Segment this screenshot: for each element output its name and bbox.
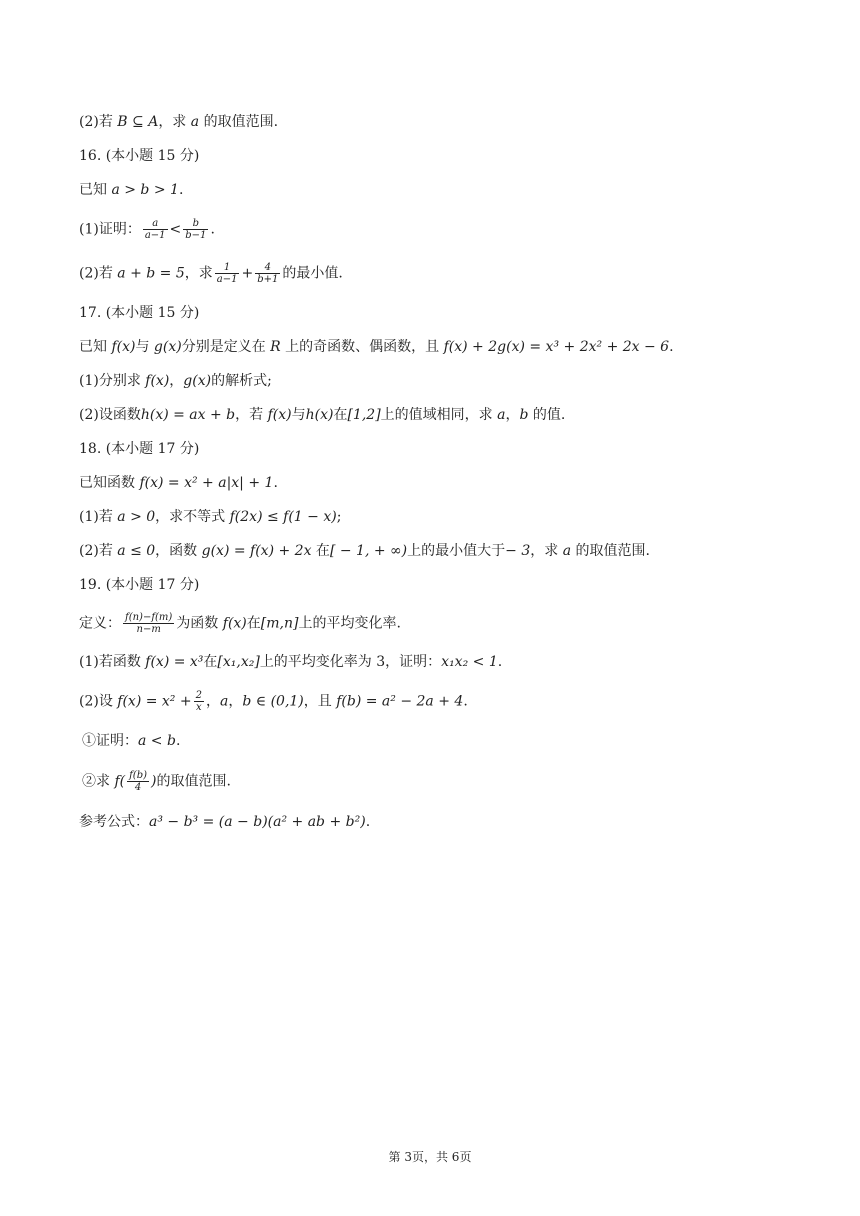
numerator: 1 [215, 262, 240, 274]
text: ，求不等式 [155, 509, 230, 525]
text: . [669, 339, 674, 355]
math-interval: [ − 1, + ∞) [329, 543, 408, 559]
text: ①证明： [82, 733, 138, 749]
math-expression: f(x) [222, 615, 247, 632]
math-expression: a > b > 1 [111, 182, 179, 198]
text: . [178, 182, 184, 198]
numerator: 4 [255, 262, 280, 274]
text: 上的最小值大于 [407, 543, 506, 559]
reference-formula [79, 812, 370, 832]
math-expression: a³ − b³ = (a − b)(a² + ab + b²) [149, 814, 366, 830]
text: 与 [291, 407, 306, 423]
math-expression: a < b [138, 733, 176, 749]
question-16-part-1 [79, 218, 215, 241]
math-variable: b [519, 407, 529, 423]
text: . [497, 654, 503, 670]
numerator: 2 [195, 690, 202, 701]
text: 在 [333, 407, 348, 423]
math-variable: a [562, 543, 572, 559]
text: ; [336, 509, 342, 525]
text: 的取值范围. [199, 114, 279, 130]
text: (1)证明： [79, 221, 141, 238]
text: ，若 [235, 407, 268, 423]
fraction [143, 218, 168, 241]
question-18-part-1 [79, 507, 341, 527]
text: 的解析式; [211, 373, 272, 389]
question-18-part-2 [79, 541, 650, 561]
question-18-header: 18. (本小题 17 分) [79, 441, 200, 457]
fraction [183, 218, 208, 241]
text: 参考公式： [79, 814, 149, 830]
numerator: a [143, 218, 168, 230]
denominator: a−1 [216, 274, 238, 285]
fraction [123, 612, 174, 635]
text: ， [205, 693, 220, 710]
text: 上的奇函数、偶函数，且 [280, 339, 444, 355]
math-expression: f(x) = x² + [117, 693, 192, 710]
question-16-given [79, 180, 183, 200]
text: ，且 [303, 693, 337, 710]
fraction [127, 770, 149, 793]
math-expression: h(x) = ax + b [140, 407, 236, 423]
math-interval: [x₁,x₂] [217, 654, 260, 670]
text: 为函数 [176, 615, 223, 632]
operator: + [241, 265, 254, 282]
text: (2)若 [79, 114, 118, 130]
math-expression: b ∈ (0,1) [242, 693, 304, 710]
text: 在 [203, 654, 218, 670]
text: 上的平均变化率为 3，证明： [259, 654, 442, 670]
question-16-part-2 [79, 262, 343, 285]
text: ， [505, 407, 520, 423]
math-expression: g(x) [153, 339, 182, 355]
text: 的最小值. [282, 265, 343, 282]
text: (1)分别求 [79, 373, 146, 389]
text: (1)若 [79, 509, 118, 525]
question-18-given [79, 473, 278, 493]
math-expression: a ≤ 0 [117, 543, 156, 559]
denominator: x [195, 702, 202, 713]
text: . [365, 814, 371, 830]
math-interval: [1,2] [347, 407, 381, 423]
question-19-sub-2 [82, 770, 231, 793]
question-19-part-1 [79, 652, 502, 672]
question-19-part-2 [79, 690, 468, 713]
question-19-sub-1 [82, 731, 180, 751]
text: (2)设 [79, 693, 118, 710]
text: ， [169, 373, 184, 389]
math-expression: f(b) = a² − 2a + 4 [336, 693, 464, 710]
math-expression: h(x) [305, 407, 334, 423]
text: ，求 [158, 114, 191, 130]
question-17-given [79, 337, 674, 357]
math-expression: − 3 [505, 543, 531, 559]
text: 分别是定义在 [181, 339, 271, 355]
text: (2)若 [79, 543, 118, 559]
numerator: b [183, 218, 208, 230]
question-17-part-1 [79, 371, 272, 391]
text: 已知 [79, 339, 112, 355]
math-expression: f(x) [267, 407, 292, 423]
text: 的取值范围. [571, 543, 650, 559]
fraction [255, 262, 280, 285]
fraction [194, 690, 204, 713]
math-expression: f(2x) ≤ f(1 − x) [229, 509, 337, 525]
page-footer: 第 3页，共 6页 [388, 1150, 472, 1164]
math-expression: x₁x₂ < 1 [441, 654, 498, 670]
text: 已知 [79, 182, 112, 198]
question-17-header: 17. (本小题 15 分) [79, 305, 200, 321]
text: 在 [311, 543, 330, 559]
math-expression: ) [151, 773, 157, 790]
math-interval: [m,n] [260, 615, 299, 632]
text: 的值. [528, 407, 566, 423]
math-variable: a [219, 693, 229, 710]
text: . [463, 693, 468, 710]
denominator: b−1 [185, 230, 207, 241]
question-17-part-2 [79, 405, 565, 425]
text: ②求 [82, 773, 115, 790]
math-expression: g(x) [183, 373, 212, 389]
question-19-definition [79, 612, 401, 635]
text: ，求 [184, 265, 213, 282]
denominator: a−1 [144, 230, 166, 241]
numerator: f(b) [129, 770, 148, 781]
math-expression: g(x) = f(x) + 2x [201, 543, 312, 559]
text: 上的值域相同，求 [380, 407, 498, 423]
text: (1)若函数 [79, 654, 146, 670]
text: . [273, 475, 278, 491]
text: 上的平均变化率. [298, 615, 401, 632]
text: 的取值范围. [156, 773, 231, 790]
denominator: 4 [134, 782, 142, 793]
math-variable: R [270, 339, 281, 355]
denominator: n−m [136, 624, 161, 635]
math-expression: a > 0 [117, 509, 156, 525]
text: . [175, 733, 181, 749]
text: . [210, 221, 215, 238]
math-expression: f(x) = x² + a|x| + 1 [139, 475, 274, 491]
math-expression: f(x) [111, 339, 136, 355]
math-expression: f(x) [145, 373, 170, 389]
question-15-part-2 [79, 112, 278, 132]
math-expression: f( [114, 773, 126, 790]
denominator: b+1 [257, 274, 279, 285]
text: (2)若 [79, 265, 118, 282]
math-expression: f(x) + 2g(x) = x³ + 2x² + 2x − 6 [443, 339, 670, 355]
text: 在 [246, 615, 261, 632]
fraction [215, 262, 240, 285]
numerator: f(n)−f(m) [125, 612, 173, 623]
question-19-header: 19. (本小题 17 分) [79, 577, 200, 593]
math-expression: f(x) = x³ [145, 654, 204, 670]
math-expression: B ⊆ A [117, 114, 159, 130]
operator: < [169, 221, 182, 238]
text: 与 [135, 339, 154, 355]
math-variable: a [190, 114, 200, 130]
text: ， [228, 693, 243, 710]
text: 已知函数 [79, 475, 140, 491]
text: ，函数 [155, 543, 202, 559]
text: (2)设函数 [79, 407, 141, 423]
text: 定义： [79, 615, 121, 632]
question-16-header: 16. (本小题 15 分) [79, 148, 200, 164]
math-expression: a + b = 5 [117, 265, 185, 282]
text: ，求 [530, 543, 563, 559]
math-variable: a [497, 407, 506, 423]
